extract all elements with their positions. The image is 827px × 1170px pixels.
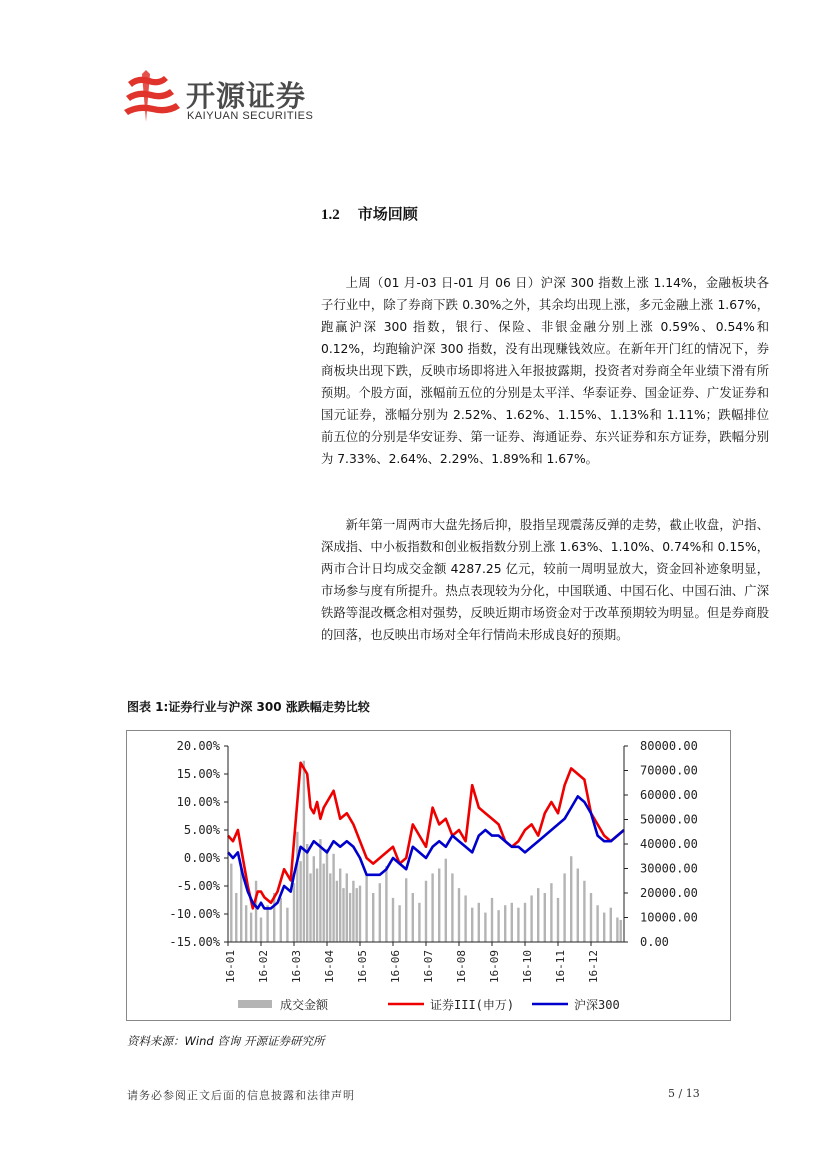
volume-bar <box>445 859 447 942</box>
x-tick-label: 16-01 <box>224 950 237 984</box>
logo-mark-icon <box>124 68 184 126</box>
volume-bar <box>332 854 334 942</box>
footer-disclaimer: 请务必参阅正文后面的信息披露和法律声明 <box>127 1089 355 1102</box>
left-tick-label: 0.00% <box>183 851 220 865</box>
x-tick-label: 16-10 <box>521 950 534 984</box>
legend-label: 证券III(申万) <box>430 998 515 1012</box>
x-tick-label: 16-06 <box>389 950 402 984</box>
volume-bar <box>484 913 486 942</box>
company-logo <box>124 68 324 128</box>
volume-bar <box>596 905 598 942</box>
brand-name-cn: 开源证券 <box>186 79 307 113</box>
volume-bar <box>235 893 237 942</box>
section-number: 1.2 <box>321 207 340 223</box>
legend-label: 成交金额 <box>280 998 329 1012</box>
right-tick-label: 10000.00 <box>640 910 698 925</box>
volume-bar <box>478 903 480 942</box>
volume-bar <box>458 888 460 942</box>
volume-bar <box>471 908 473 942</box>
right-tick-label: 0.00 <box>640 935 669 949</box>
volume-bar <box>306 844 308 942</box>
volume-bar <box>250 913 252 942</box>
volume-bar <box>438 869 440 943</box>
volume-bar <box>517 908 519 942</box>
volume-bar <box>616 918 618 943</box>
left-tick-label: -5.00% <box>176 879 220 893</box>
volume-bar <box>245 905 247 942</box>
volume-bar <box>359 886 361 942</box>
volume-bar <box>309 873 311 942</box>
volume-bar <box>392 898 394 942</box>
volume-bar <box>280 898 282 942</box>
x-tick-label: 16-12 <box>587 950 600 984</box>
volume-bar <box>293 883 295 942</box>
volume-bar <box>577 869 579 943</box>
volume-bar <box>379 883 381 942</box>
left-tick-label: -10.00% <box>169 907 220 921</box>
volume-bar <box>316 869 318 943</box>
volume-bar <box>511 903 513 942</box>
volume-bar <box>425 881 427 942</box>
volume-bar <box>590 893 592 942</box>
left-tick-label: 10.00% <box>176 795 220 809</box>
volume-bar <box>530 895 532 942</box>
left-tick-label: 5.00% <box>183 823 220 837</box>
x-tick-label: 16-02 <box>257 950 270 984</box>
volume-bar <box>356 888 358 942</box>
x-tick-label: 16-05 <box>356 950 369 984</box>
right-tick-label: 60000.00 <box>640 788 698 802</box>
x-tick-label: 16-03 <box>290 950 303 984</box>
figure-source: 资料来源：Wind 咨询 开源证券研究所 <box>127 1034 325 1048</box>
volume-bar <box>266 905 268 942</box>
volume-bar <box>313 856 315 942</box>
brand-name-en: KAIYUAN SECURITIES <box>187 110 314 122</box>
x-tick-label: 16-04 <box>323 950 336 984</box>
volume-bar <box>299 861 301 942</box>
right-tick-label: 30000.00 <box>640 861 698 876</box>
volume-bar <box>550 883 552 942</box>
paragraph-market-review-1: 上周（01 月-03 日-01 月 06 日）沪深 300 指数上涨 1.14%，金融板块各子行业中，除了券商下跌 0.30%之外，其余均出现上涨，多元金融上涨 1.67%，跑赢沪深 300 指数，银行、保险、非银金融分别上涨 0.59%、0.54%和 0.12%，均跑输沪深 300 指数，没有出现赚钱效应。在新年开门红的情况下，券商板块出现下跌，反映市场即将进入年报披露期，投资者对券商全年业绩下滑有所预期。个股方面，涨幅前五位的分别是太平洋、华泰证券、国金证券、广发证券和国元证券，涨幅分别为 2.52%、1.62%、1.15%、1.13%和 1.11%；跌幅排位前五位的分别是华安证券、第一证券、海通证券、东兴证券和东方证券，跌幅分别为 7.33%、2.64%、2.29%、1.89%和 1.67%。 <box>321 276 769 466</box>
volume-bar <box>365 873 367 942</box>
volume-bar <box>431 873 433 942</box>
volume-bar <box>563 873 565 942</box>
volume-bar <box>610 908 612 942</box>
volume-bar <box>352 881 354 942</box>
right-tick-label: 70000.00 <box>640 763 698 778</box>
volume-bar <box>603 913 605 942</box>
volume-bar <box>230 864 232 942</box>
volume-bar <box>385 866 387 942</box>
chart-svg <box>126 730 731 1021</box>
volume-bar <box>544 893 546 942</box>
volume-bar <box>346 873 348 942</box>
section-title: 市场回顾 <box>357 205 418 223</box>
volume-bar <box>296 832 298 942</box>
figure-caption: 图表 1:证券行业与沪深 300 涨跌幅走势比较 <box>127 700 370 714</box>
volume-bar <box>418 903 420 942</box>
volume-bar <box>319 839 321 942</box>
right-tick-label: 50000.00 <box>640 812 698 827</box>
legend-label: 沪深300 <box>574 998 620 1012</box>
volume-bar <box>286 908 288 942</box>
section-heading <box>321 203 418 224</box>
right-tick-label: 20000.00 <box>640 886 698 900</box>
volume-bar <box>336 881 338 942</box>
volume-bar <box>329 873 331 942</box>
right-tick-label: 80000.00 <box>640 739 698 753</box>
left-tick-label: 15.00% <box>176 767 220 781</box>
page-number: 5 / 13 <box>668 1087 700 1100</box>
volume-bar <box>570 856 572 942</box>
volume-bar <box>504 905 506 942</box>
volume-bar <box>326 849 328 942</box>
volume-bar <box>339 869 341 943</box>
volume-bar <box>349 893 351 942</box>
x-tick-label: 16-07 <box>422 950 435 984</box>
x-tick-label: 16-08 <box>455 950 468 984</box>
volume-bar <box>260 918 262 943</box>
volume-bar <box>342 888 344 942</box>
volume-bar <box>451 873 453 942</box>
left-tick-label: 20.00% <box>176 739 220 753</box>
volume-bar <box>583 881 585 942</box>
volume-bar <box>491 898 493 942</box>
legend-swatch-volume <box>238 1000 272 1008</box>
volume-bar <box>240 869 242 943</box>
volume-bar <box>557 898 559 942</box>
right-tick-label: 40000.00 <box>640 837 698 851</box>
paragraph-market-review-2: 新年第一周两市大盘先扬后抑，股指呈现震荡反弹的走势，截止收盘，沪指、深成指、中小板指数和创业板指数分别上涨 1.63%、1.10%、0.74%和 0.15%，两市合计日均成交金额 4287.25 亿元，较前一周明显放大，资金回补迹象明显，市场参与度有所提升。热点表现较为分化，中国联通、中国石化、中国石油、广深铁路等混改概念相对强势，反映近期市场资金对于改革预期较为明显。但是券商股的回落，也反映出市场对全年行情尚未形成良好的预期。 <box>321 518 769 642</box>
volume-bar <box>323 864 325 942</box>
volume-bar <box>398 905 400 942</box>
x-tick-label: 16-11 <box>554 950 567 984</box>
volume-bar <box>255 881 257 942</box>
volume-bar <box>620 920 622 942</box>
volume-bar <box>537 888 539 942</box>
volume-bar <box>372 893 374 942</box>
volume-bar <box>464 895 466 942</box>
comparison-chart <box>126 730 731 1021</box>
volume-bar <box>497 910 499 942</box>
volume-bar <box>524 903 526 942</box>
x-tick-label: 16-09 <box>488 950 501 984</box>
left-tick-label: -15.00% <box>169 935 220 949</box>
volume-bar <box>412 893 414 942</box>
volume-bar <box>405 878 407 942</box>
